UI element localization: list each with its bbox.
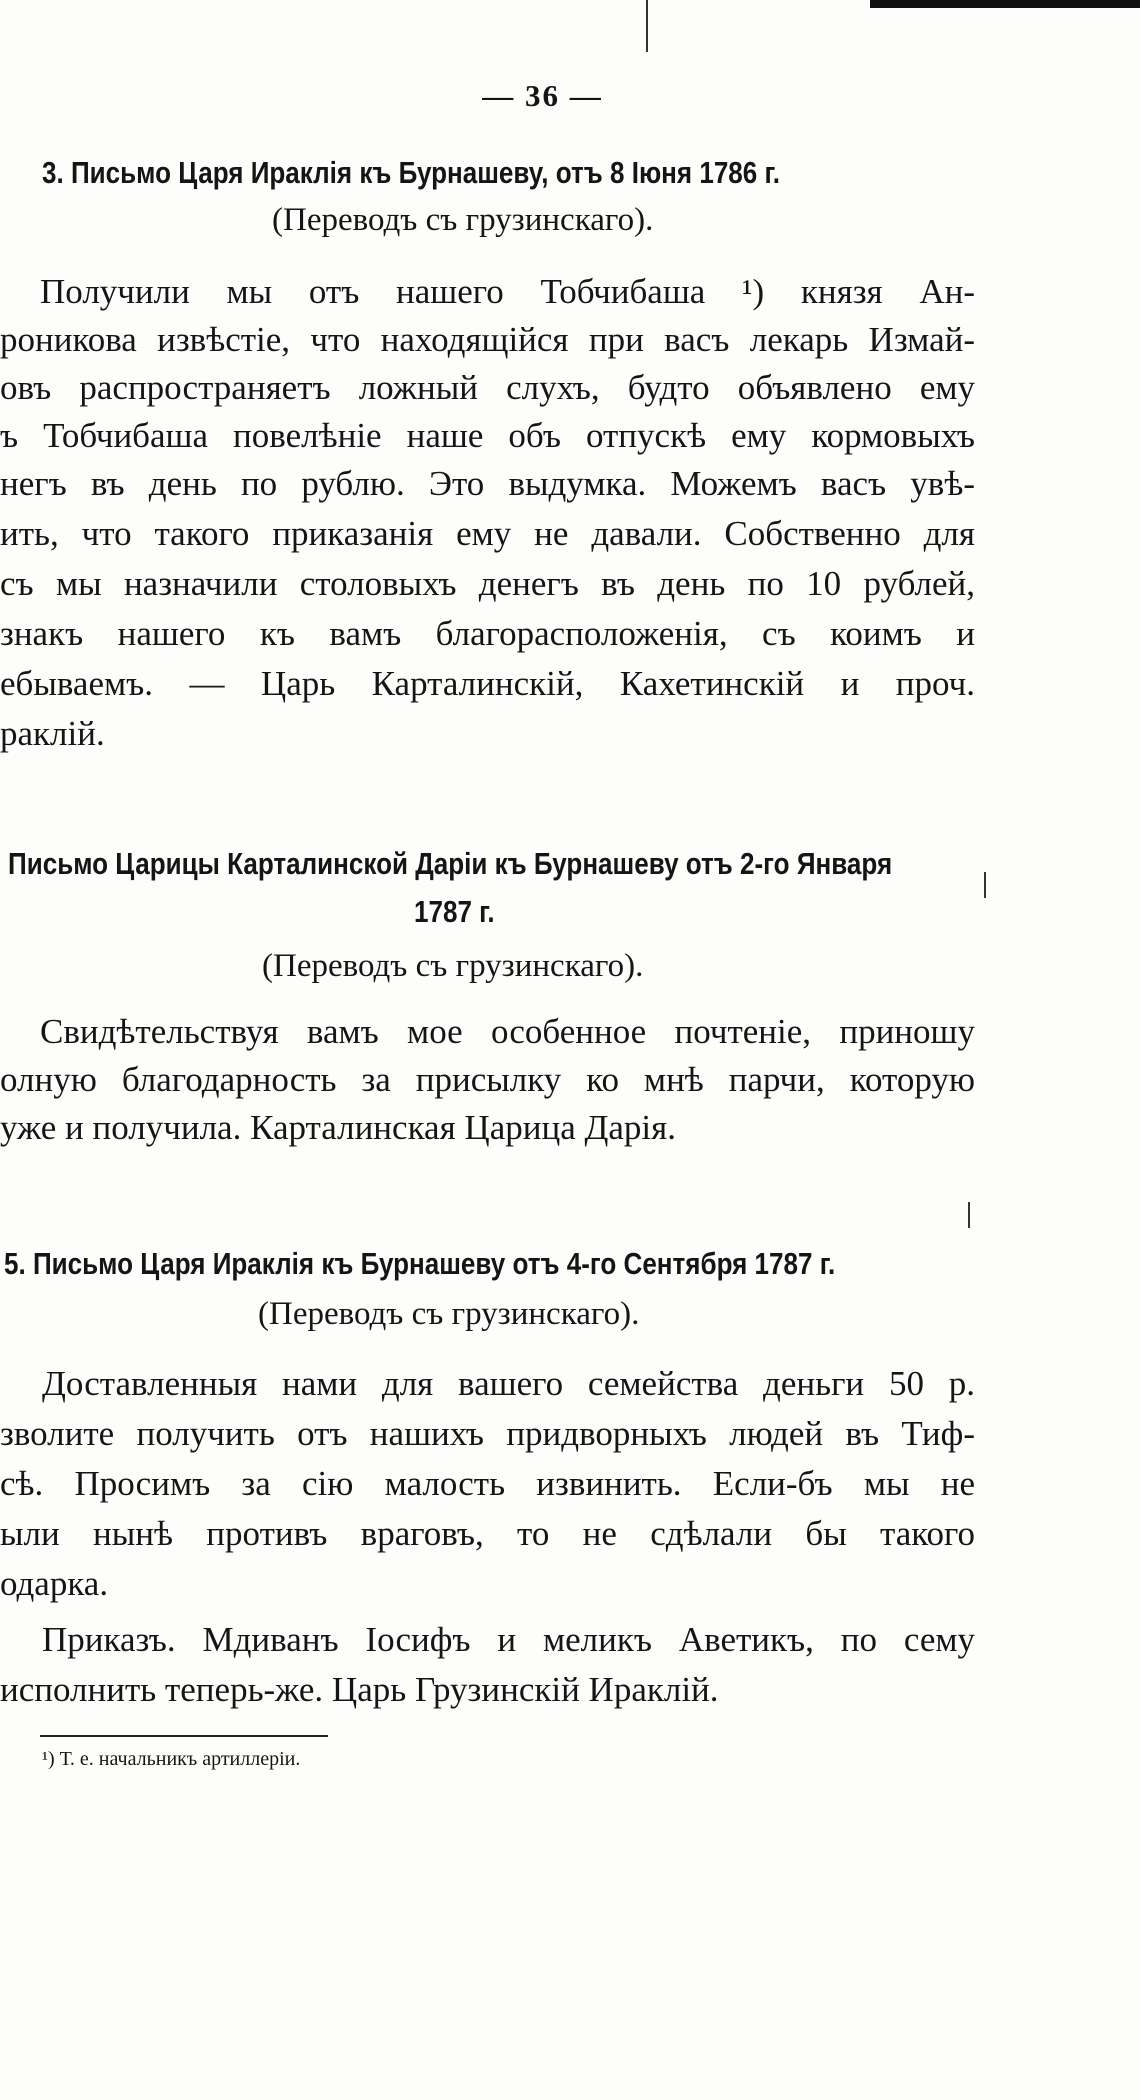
scan-mark bbox=[646, 0, 648, 52]
paragraph-line: Получили мы отъ нашего Тобчибаша ¹) князя Ан- bbox=[40, 272, 975, 311]
paragraph-line: уже и получила. Карталинская Царица Дарія. bbox=[0, 1108, 676, 1147]
page-edge-shadow bbox=[870, 0, 1140, 8]
paragraph-line: ить, что такого приказанія ему не давали. Собственно для bbox=[0, 514, 975, 553]
paragraph-line: ебываемъ. — Царь Карталинскій, Кахетинскій и проч. bbox=[0, 664, 975, 703]
page-number: — 36 — bbox=[482, 78, 603, 113]
section-heading: Письмо Царицы Карталинской Даріи къ Бурнашеву отъ 2-го Января bbox=[8, 846, 893, 881]
paragraph-line: овъ распространяетъ ложный слухъ, будто объявлено ему bbox=[0, 368, 975, 407]
paragraph-line: роникова извѣстіе, что находящійся при васъ лекарь Измай- bbox=[0, 320, 975, 359]
paragraph-line: Приказъ. Мдиванъ Іосифъ и меликъ Аветикъ, по сему bbox=[42, 1620, 975, 1659]
footnote-text: Т. е. начальникъ артиллеріи. bbox=[59, 1748, 301, 1770]
section-heading: 3. Письмо Царя Ираклія къ Бурнашеву, отъ 8 Іюня 1786 г. bbox=[42, 155, 780, 190]
paragraph-line: знакъ нашего къ вамъ благорасположенія, съ коимъ и bbox=[0, 614, 975, 653]
section-heading: 5. Письмо Царя Ираклія къ Бурнашеву отъ 4-го Сентября 1787 г. bbox=[4, 1246, 836, 1281]
paragraph-line: съ мы назначили столовыхъ денегъ въ день по 10 рублей, bbox=[0, 564, 975, 603]
paragraph-line: негъ въ день по рублю. Это выдумка. Можемъ васъ увѣ- bbox=[0, 464, 975, 503]
paragraph-line: Свидѣтельствуя вамъ мое особенное почтеніе, приношу bbox=[40, 1012, 975, 1051]
section-subtitle: (Переводъ съ грузинскаго). bbox=[272, 202, 654, 238]
section-subtitle: (Переводъ съ грузинскаго). bbox=[262, 948, 644, 984]
scan-mark bbox=[984, 872, 986, 898]
footnote bbox=[42, 1748, 300, 1771]
paragraph-line: одарка. bbox=[0, 1564, 109, 1603]
footnote-mark: ¹) bbox=[42, 1748, 55, 1770]
paragraph-line: зволите получить отъ нашихъ придворныхъ людей въ Тиф- bbox=[0, 1414, 975, 1453]
paragraph-line: ъ Тобчибаша повелѣніе наше объ отпускѣ ему кормовыхъ bbox=[0, 416, 975, 455]
paragraph-line: исполнить теперь-же. Царь Грузинскій Ираклій. bbox=[0, 1670, 719, 1709]
paragraph-line: сѣ. Просимъ за сію малость извинить. Если-бъ мы не bbox=[0, 1464, 975, 1503]
paragraph-line: ыли нынѣ противъ враговъ, то не сдѣлали бы такого bbox=[0, 1514, 975, 1553]
scan-mark bbox=[968, 1202, 970, 1228]
section-subtitle: (Переводъ съ грузинскаго). bbox=[258, 1296, 640, 1332]
section-heading: 1787 г. bbox=[414, 894, 495, 929]
footnote-rule bbox=[40, 1735, 328, 1737]
paragraph-line: Доставленныя нами для вашего семейства деньги 50 р. bbox=[42, 1364, 975, 1403]
paragraph-line: раклій. bbox=[0, 714, 105, 753]
paragraph-line: олную благодарность за присылку ко мнѣ парчи, которую bbox=[0, 1060, 975, 1099]
